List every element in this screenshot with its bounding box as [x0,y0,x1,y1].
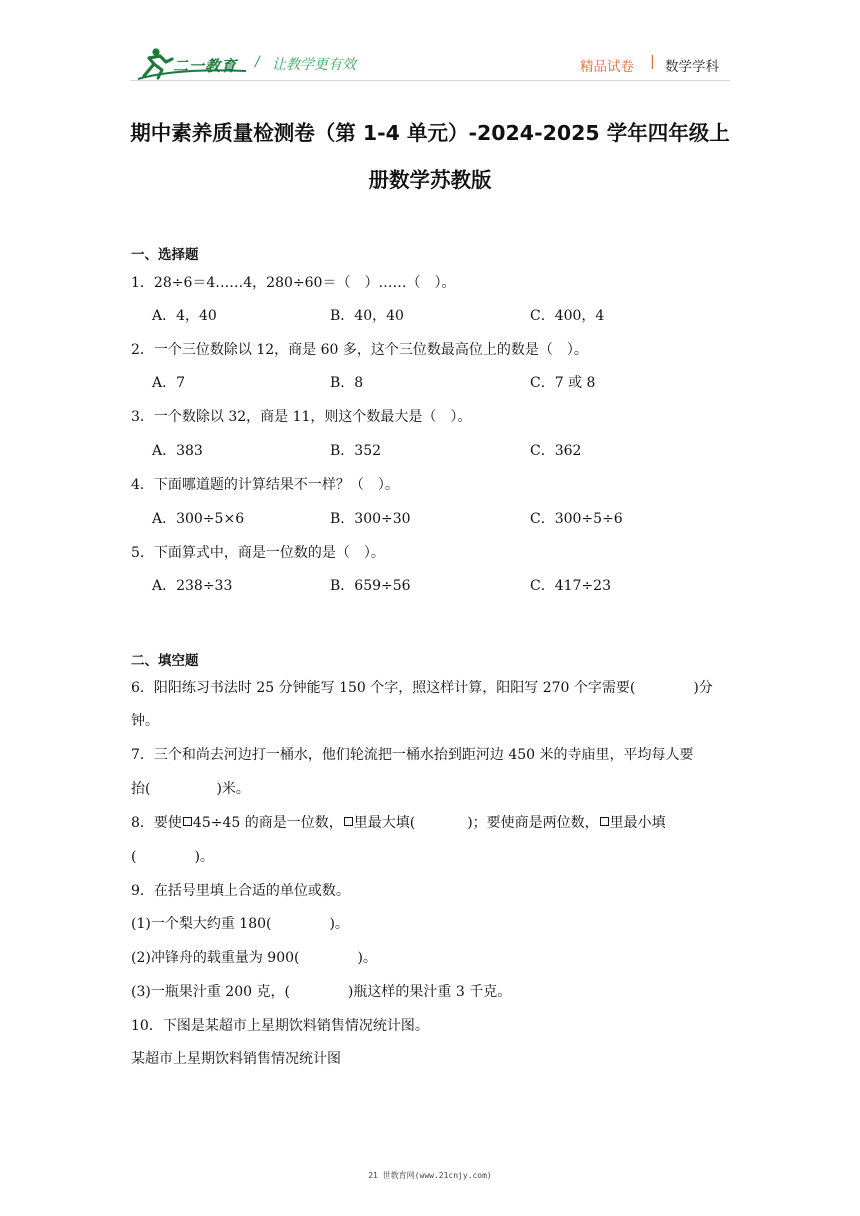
header-divider [130,80,730,81]
q8-text-a: 8．要使 [131,815,182,831]
question-3: 3．一个数除以 32，商是 11，则这个数最大是（ ）。 [131,409,472,425]
question-7-line-1: 7．三个和尚去河边打一桶水，他们轮流把一桶水抬到距河边 450 米的寺庙里，平均每人要 [131,747,694,763]
q6-text-b: )分 [693,680,713,696]
q9-3-text-a: (3)一瓶果汁重 200 克，( [131,984,290,1000]
title-line-1: 期中素养质量检测卷（第 1-4 单元）-2024-2025 学年四年级上 [130,121,730,145]
tag-subject: 数学学科 [665,59,719,75]
q2-option-a: A．7 [152,375,186,391]
q9-2-text-a: (2)冲锋舟的载重量为 900( [131,950,300,966]
section-heading-fill-blank: 二、填空题 [131,653,199,669]
q5-option-b: B．659÷56 [330,578,411,594]
q7-text-b: )米。 [216,781,250,797]
title-line-2: 册数学苏教版 [368,168,492,192]
tag-separator: | [650,54,655,70]
q8-text-c: 里最大填( [353,815,416,831]
document-title [120,110,740,204]
square-box-icon [344,817,353,826]
slogan: 让教学更有效 [272,57,356,73]
q3-option-c: C．362 [530,443,582,459]
q4-option-c: C．300÷5÷6 [530,511,623,527]
question-9-stem: 9．在括号里填上合适的单位或数。 [131,883,350,899]
question-4: 4．下面哪道题的计算结果不一样？（ ）。 [131,477,399,493]
q8-text-b: 45÷45 的商是一位数， [192,815,343,831]
q1-option-c: C．400，4 [530,308,605,324]
q5-option-a: A．238÷33 [152,578,233,594]
q8-text-f: ( [131,849,137,865]
q4-option-a: A．300÷5×6 [152,511,245,527]
page-header [0,0,860,88]
q9-3-text-b: )瓶这样的果汁重 3 千克。 [347,984,512,1000]
question-2: 2．一个三位数除以 12，商是 60 多，这个三位数最高位上的数是（ ）。 [131,342,588,358]
q2-option-c: C．7 或 8 [530,375,596,391]
square-box-icon [183,817,192,826]
q1-option-b: B．40，40 [330,308,404,324]
question-6-line-1 [131,677,713,697]
q3-option-a: A．383 [152,443,203,459]
question-9-1 [131,913,349,933]
question-6-line-2: 钟。 [131,713,159,729]
q9-2-text-b: )。 [357,950,377,966]
question-1: 1．28÷6＝4……4，280÷60＝（ ）……（ ）。 [131,275,456,291]
section-heading-choice: 一、选择题 [131,247,199,263]
q8-text-d: )；要使商是两位数， [467,815,599,831]
question-8-line-1 [131,812,666,832]
q6-text-a: 6．阳阳练习书法时 25 分钟能写 150 个字，照这样计算，阳阳写 270 个字需要( [131,680,636,696]
question-10-stem: 10．下图是某超市上星期饮料销售情况统计图。 [131,1018,429,1034]
q8-text-g: )。 [194,849,214,865]
q3-option-b: B．352 [330,443,382,459]
question-9-3 [131,981,511,1001]
question-10-chart-caption: 某超市上星期饮料销售情况统计图 [131,1051,341,1067]
tag-premium-paper: 精品试卷 [580,59,634,75]
q9-1-text-b: )。 [329,916,349,932]
slogan-separator: / [255,54,260,70]
logo-text: 二一教育 [173,57,238,75]
q9-1-text-a: (1)一个梨大约重 180( [131,916,272,932]
q8-text-e: 里最小填 [609,815,666,831]
q5-option-c: C．417÷23 [530,578,611,594]
q2-option-b: B．8 [330,375,364,391]
q1-option-a: A．4，40 [152,308,217,324]
page-footer: 21 世教育网(www.21cnjy.com) [368,1171,492,1180]
question-9-2 [131,947,377,967]
question-7-line-2 [131,778,250,798]
q4-option-b: B．300÷30 [330,511,411,527]
q7-text-a: 抬( [131,781,151,797]
question-5: 5．下面算式中，商是一位数的是（ ）。 [131,545,385,561]
square-box-icon [600,817,609,826]
question-8-line-2 [131,846,214,866]
